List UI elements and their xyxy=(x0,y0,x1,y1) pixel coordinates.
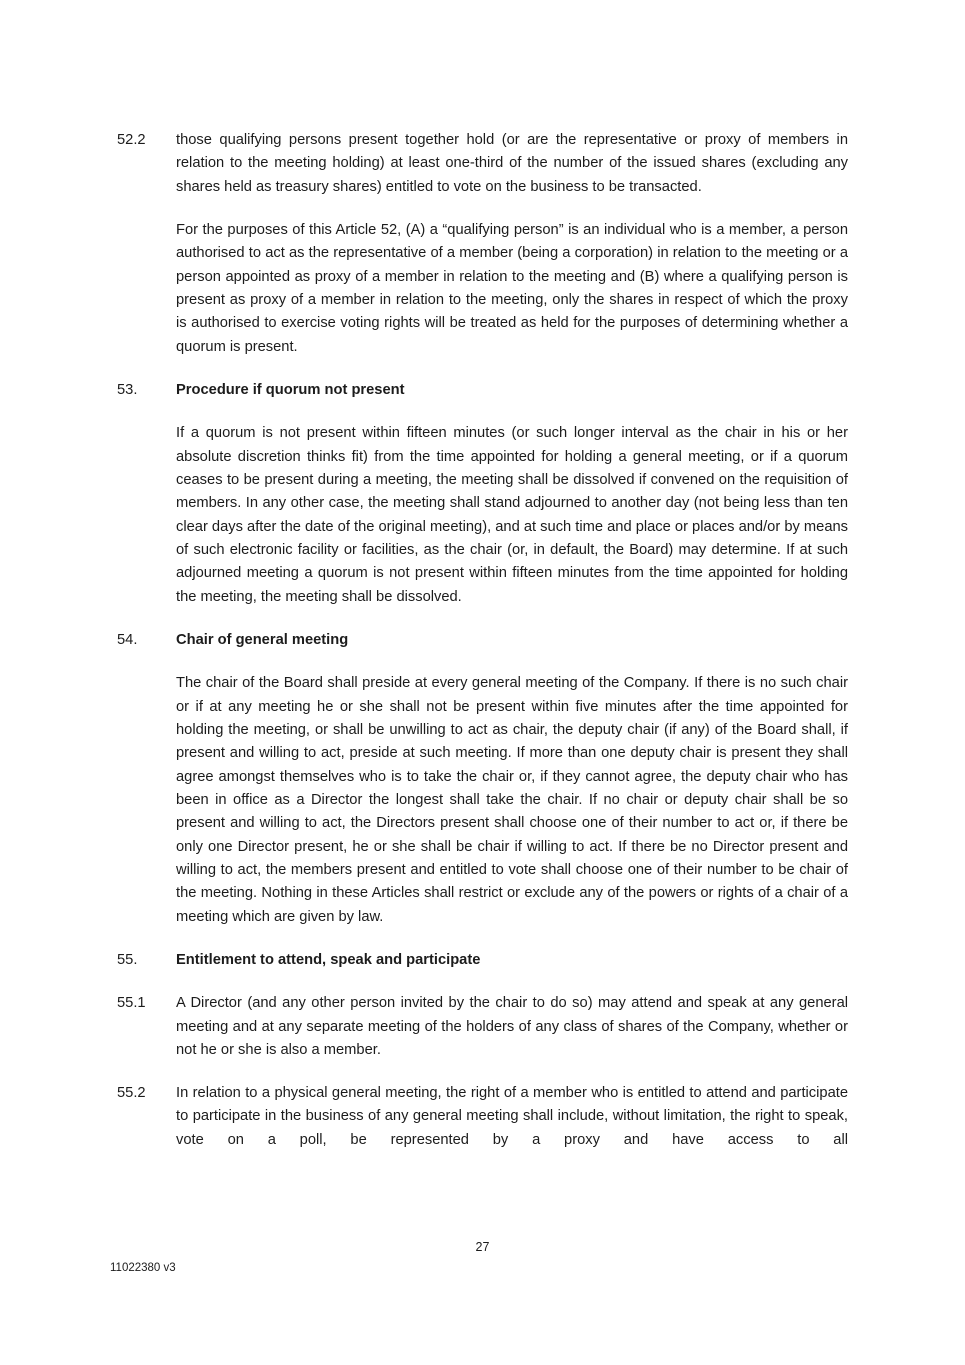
section-heading-53 xyxy=(117,379,848,402)
section-heading-55 xyxy=(117,949,848,972)
section-number: 54. xyxy=(117,631,138,648)
clause-number-empty xyxy=(117,219,176,359)
clause-52-2 xyxy=(117,129,848,199)
clause-number-empty xyxy=(117,672,176,929)
clause-text: The chair of the Board shall preside at every general meeting of the Company. If there is no such chair or if at any meeting he or she shall not be present within five minutes after the time appointed for holding the meeting, or shall be unwilling to act as chair, the deputy chair (if any) of the Board shall, if present and willing to act, preside at such meeting. If more than one deputy chair is present they shall agree amongst themselves who is to take the chair or, if they cannot agree, the deputy chair who has been in office as a Director the longest shall take the chair. If no chair or deputy chair shall be so present and willing to act, the Directors present shall choose one of their number to act or, if there be only one Director present, he or she shall be chair if willing to act. If there be no Director present and willing to act, the members present and entitled to vote shall choose one of their number to be chair of the meeting. Nothing in these Articles shall restrict or exclude any of the powers or rights of a chair of a meeting which are given by law. xyxy=(176,675,848,925)
section-number: 55. xyxy=(117,951,138,968)
clause-number: 52.2 xyxy=(117,132,146,148)
clause-number: 55.1 xyxy=(117,995,146,1012)
clause-text: If a quorum is not present within fifteen minutes (or such longer interval as the chair in his or her absolute discretion thinks fit) from the time appointed for holding a general meeting, or if a quorum ceases to be present during a meeting, the meeting shall be dissolved if convened on the requisition of members. In any other case, the meeting shall stand adjourned to another day (not being less than ten clear days after the date of the original meeting), and at such time and place or places and/or by means of such electronic facility or facilities, as the chair (or, in default, the Board) may determine. If at such adjourned meeting a quorum is not present within fifteen minutes from the time appointed for holding the meeting, the meeting shall be dissolved. xyxy=(176,425,848,605)
footer-document-reference: 11022380 v3 xyxy=(110,1262,176,1274)
clause-55-1 xyxy=(117,992,848,1062)
section-title: Procedure if quorum not present xyxy=(176,381,405,398)
clause-text: those qualifying persons present together hold (or are the representative or proxy of members in relation to the meeting holding) at least one-third of the number of the issued shares (excluding any shares held as treasury shares) entitled to vote on the business to be transacted. xyxy=(176,132,848,195)
page-number: 27 xyxy=(475,1240,490,1254)
section-heading-54 xyxy=(117,629,848,652)
clause-52-continuation-paragraph xyxy=(117,219,848,359)
clause-55-2 xyxy=(117,1082,848,1152)
clause-text: For the purposes of this Article 52, (A) a “qualifying person” is an individual who is a member, a person authorised to act as the representative of a member (being a corporation) in relation to the meeting or a person appointed as proxy of a member in relation to the meeting and (B) where a qualifying person is present as proxy of a member in relation to the meeting, only the shares in respect of which the proxy is authorised to exercise voting rights will be treated as held for the purposes of determining whether a quorum is present. xyxy=(176,221,848,355)
clause-text: A Director (and any other person invited by the chair to do so) may attend and speak at any general meeting and at any separate meeting of the holders of any class of shares of the Company, whether or not he or she is also a member. xyxy=(176,995,848,1058)
clause-53-paragraph xyxy=(117,422,848,609)
clause-54-paragraph xyxy=(117,672,848,929)
clause-number-empty xyxy=(117,422,176,609)
clause-text: In relation to a physical general meeting, the right of a member who is entitled to attend and participate to participate in the business of any general meeting shall include, without limitation, the right to speak, vote on a poll, be represented by a proxy and have access to all xyxy=(176,1085,848,1148)
clause-number: 55.2 xyxy=(117,1085,146,1102)
section-title: Entitlement to attend, speak and participate xyxy=(176,951,481,968)
section-title: Chair of general meeting xyxy=(176,631,349,648)
section-number: 53. xyxy=(117,381,138,398)
document-content xyxy=(117,129,848,1172)
